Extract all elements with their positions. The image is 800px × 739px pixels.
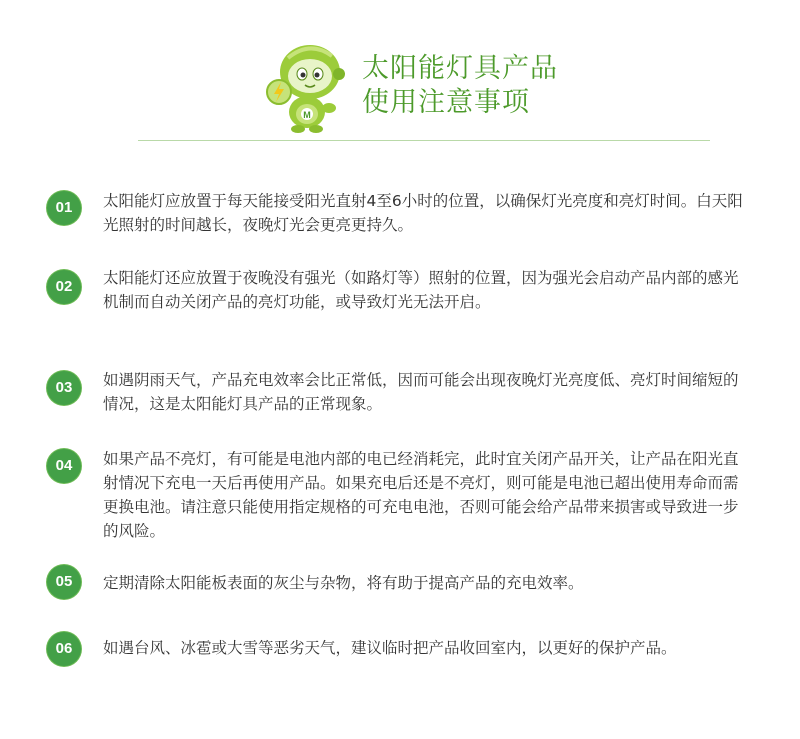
- page-title: [362, 52, 558, 120]
- green-robot-mascot-icon: [255, 34, 355, 134]
- header: [0, 0, 800, 150]
- header-divider: [138, 140, 710, 141]
- title-line-2: 使用注意事项: [362, 87, 530, 118]
- title-line-1: 太阳能灯具产品: [362, 53, 558, 84]
- number-badge: 05: [47, 565, 81, 599]
- number-badge: 06: [47, 632, 81, 666]
- number-badge: 03: [47, 371, 81, 405]
- item-text: 如果产品不亮灯，有可能是电池内部的电已经消耗完，此时宜关闭产品开关，让产品在阳光直射情况下充电一天后再使用产品。如果充电后还是不亮灯，则可能是电池已超出使用寿命而需更换电池。请注意只能使用指定规格的可充电电池，否则可能会给产品带来损害或导致进一步的风险。: [103, 450, 739, 540]
- svg-text:M: M: [303, 110, 311, 120]
- item-text: 定期清除太阳能板表面的灰尘与杂物，将有助于提高产品的充电效率。: [103, 574, 584, 592]
- number-badge: 01: [47, 191, 81, 225]
- number-badge: 02: [47, 270, 81, 304]
- item-text: 太阳能灯还应放置于夜晚没有强光（如路灯等）照射的位置，因为强光会启动产品内部的感光机制而自动关闭产品的亮灯功能，或导致灯光无法开启。: [103, 269, 739, 311]
- item-text: 太阳能灯应放置于每天能接受阳光直射4至6小时的位置，以确保灯光亮度和亮灯时间。白天阳光照射的时间越长，夜晚灯光会更亮更持久。: [103, 192, 743, 234]
- item-text: 如遇台风、冰雹或大雪等恶劣天气，建议临时把产品收回室内，以更好的保护产品。: [103, 639, 677, 657]
- item-text: 如遇阴雨天气，产品充电效率会比正常低，因而可能会出现夜晚灯光亮度低、亮灯时间缩短的情况，这是太阳能灯具产品的正常现象。: [103, 371, 739, 413]
- number-badge: 04: [47, 449, 81, 483]
